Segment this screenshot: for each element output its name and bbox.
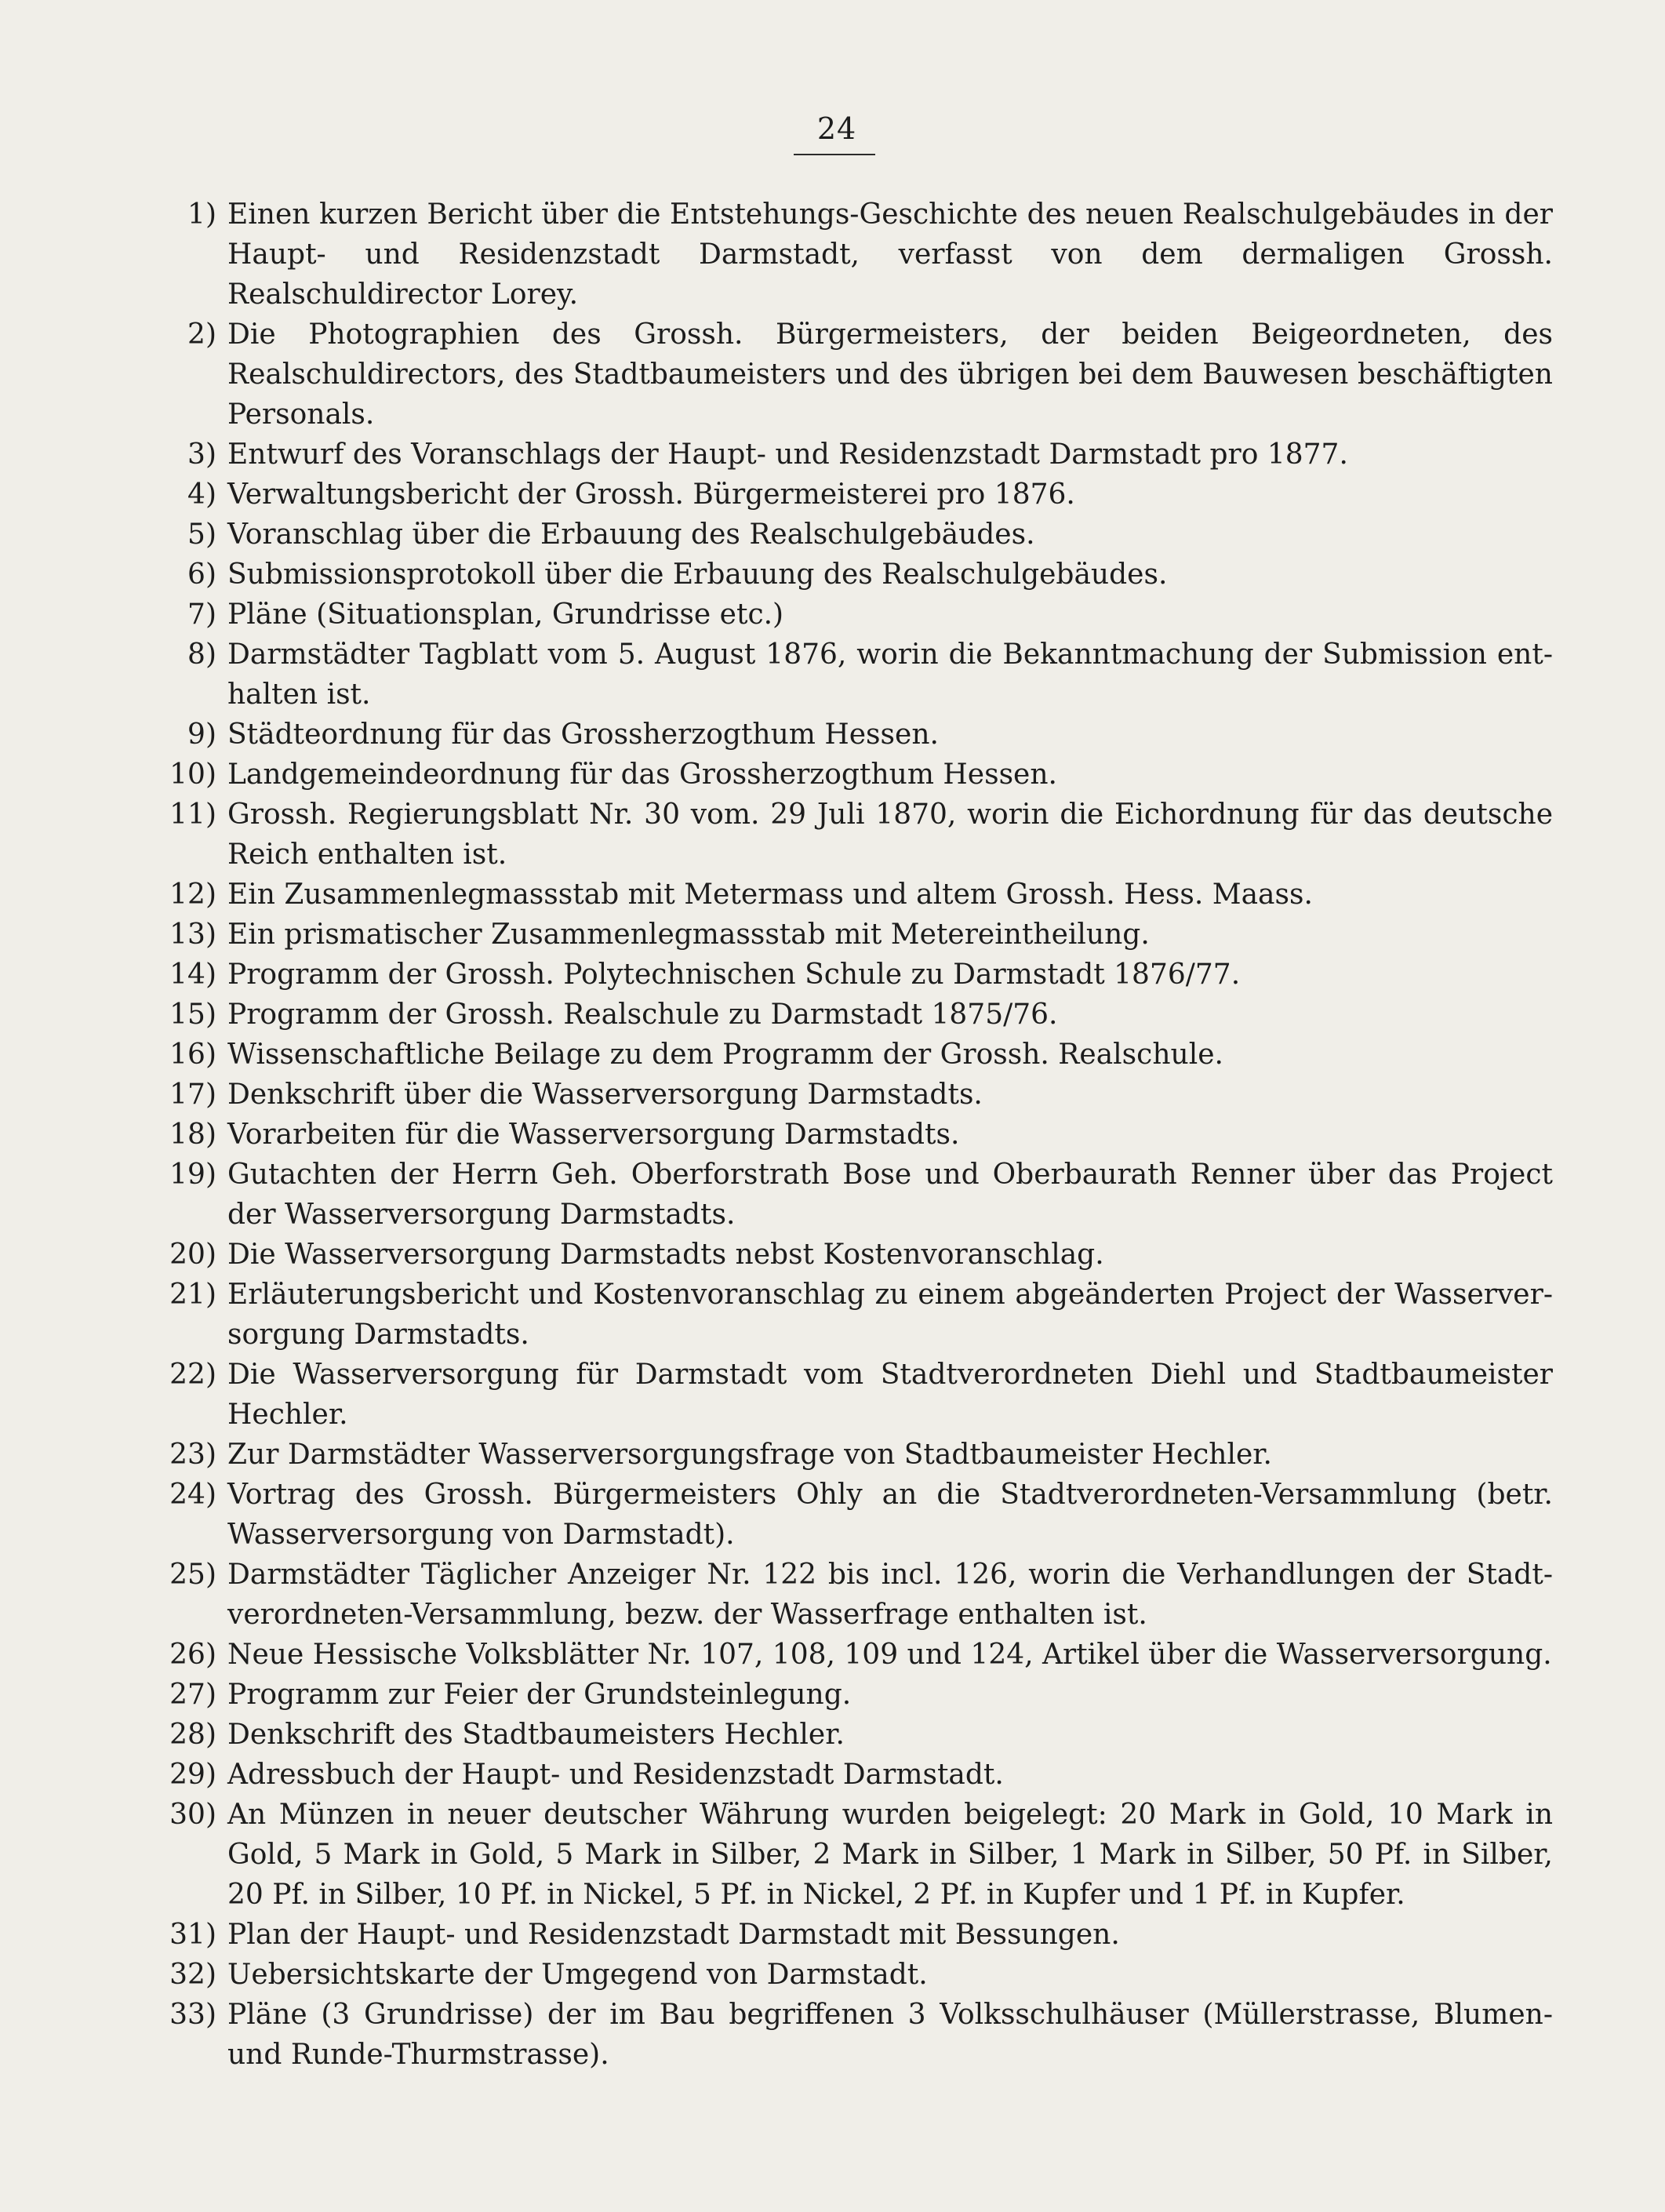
item-number: 18) (169, 1119, 216, 1151)
list-item (133, 515, 1553, 555)
item-number: 2) (187, 318, 216, 351)
list-item (133, 1995, 1553, 2075)
item-text: Programm zur Feier der Grundsteinlegung. (227, 1679, 852, 1711)
item-number: 33) (169, 1999, 216, 2031)
item-number: 14) (169, 959, 216, 991)
item-text: An Münzen in neuer deutscher Währung wurden beigelegt: 20 Mark in Gold, 10 Mark in Gold, 5 Mark in Gold, 5 Mark in Silber, 2 Mark in Silber, 1 Mark in Silber, 50 Pf. in Silber, 20 Pf. in Silber, 10 Pf. in Nickel, 5 Pf. in Nickel, 2 Pf. in Kupfer und 1 Pf. in Kupfer. (227, 1799, 1553, 1911)
item-number: 3) (187, 438, 216, 471)
item-number: 19) (169, 1159, 216, 1191)
list-item (133, 795, 1553, 875)
item-text: Die Wasserversorgung Darmstadts nebst Kostenvoranschlag. (227, 1239, 1104, 1271)
item-text: Submissionsprotokoll über die Erbauung des Realschulgebäudes. (227, 558, 1168, 591)
item-number: 23) (169, 1439, 216, 1471)
list-item (133, 1355, 1553, 1435)
list-item (133, 1235, 1553, 1275)
list-item (133, 1475, 1553, 1555)
list-item (133, 1275, 1553, 1355)
list-item (133, 1795, 1553, 1915)
item-text: Verwaltungsbericht der Grossh. Bürgermeisterei pro 1876. (227, 478, 1075, 511)
item-text: Darmstädter Tagblatt vom 5. August 1876, worin die Bekanntmachung der Submission enthalten ist. (227, 638, 1553, 711)
item-text: Adressbuch der Haupt- und Residenzstadt Darmstadt. (227, 1759, 1004, 1791)
item-text: Vortrag des Grossh. Bürgermeisters Ohly an die Stadtverordneten-Versammlung (betr. Wasserversorgung von Darmstadt). (227, 1479, 1553, 1551)
list-item (133, 315, 1553, 435)
item-number: 21) (169, 1279, 216, 1311)
list-item (133, 475, 1553, 515)
item-text: Entwurf des Voranschlags der Haupt- und Residenzstadt Darmstadt pro 1877. (227, 438, 1348, 471)
item-text: Denkschrift des Stadtbaumeisters Hechler. (227, 1719, 845, 1751)
list-item (133, 1715, 1553, 1755)
item-number: 25) (169, 1559, 216, 1591)
list-item (133, 1035, 1553, 1075)
item-number: 29) (169, 1759, 216, 1791)
page-number-rule (794, 154, 875, 155)
list-item (133, 435, 1553, 475)
item-text: Grossh. Regierungsblatt Nr. 30 vom. 29 Juli 1870, worin die Eichordnung für das deutsche Reich enthalten ist. (227, 799, 1553, 871)
item-number: 24) (169, 1479, 216, 1511)
item-text: Die Wasserversorgung für Darmstadt vom Stadtverordneten Diehl und Stadtbaumeister Hechler. (227, 1359, 1553, 1431)
item-number: 4) (187, 478, 216, 511)
item-text: Programm der Grossh. Polytechnischen Schule zu Darmstadt 1876/77. (227, 959, 1241, 991)
item-text: Gutachten der Herrn Geh. Oberforstrath Bose und Oberbaurath Renner über das Project der Wasserversorgung Darmstadts. (227, 1159, 1553, 1231)
list-item (133, 1915, 1553, 1955)
item-text: Landgemeindeordnung für das Grossherzogthum Hessen. (227, 759, 1057, 791)
list-item (133, 1635, 1553, 1675)
item-text: Städteordnung für das Grossherzogthum Hessen. (227, 719, 939, 751)
list-item (133, 1555, 1553, 1635)
item-text: Zur Darmstädter Wasserversorgungsfrage von Stadtbaumeister Hechler. (227, 1439, 1272, 1471)
list-item (133, 915, 1553, 955)
item-text: Denkschrift über die Wasserversorgung Darmstadts. (227, 1079, 983, 1111)
list-item (133, 195, 1553, 315)
list-item (133, 595, 1553, 635)
item-number: 5) (187, 518, 216, 551)
item-text: Einen kurzen Bericht über die Entstehungs-Geschichte des neuen Realschulgebäudes in der Haupt- und Residenzstadt Darmstadt, verfasst von dem dermaligen Grossh. Realschuldirector Lorey. (227, 198, 1553, 311)
item-text: Uebersichtskarte der Umgegend von Darmstadt. (227, 1959, 928, 1991)
list-item (133, 1115, 1553, 1155)
item-text: Pläne (3 Grundrisse) der im Bau begriffenen 3 Volksschulhäuser (Müllerstrasse, Blumen- und Runde-Thurmstrasse). (227, 1999, 1553, 2071)
item-number: 22) (169, 1359, 216, 1391)
item-text: Darmstädter Täglicher Anzeiger Nr. 122 bis incl. 126, worin die Verhandlungen der Stadtverordneten-Versammlung, bezw. der Wasserfrage enthalten ist. (227, 1559, 1553, 1631)
item-number: 10) (169, 759, 216, 791)
item-text: Ein prismatischer Zusammenlegmassstab mit Metereintheilung. (227, 919, 1150, 951)
list-item (133, 1155, 1553, 1235)
list-item (133, 1075, 1553, 1115)
item-text: Erläuterungsbericht und Kostenvoranschlag zu einem abgeänderten Project der Wasserversorgung Darmstadts. (227, 1279, 1553, 1351)
enclosure-list (133, 195, 1553, 2075)
item-text: Programm der Grossh. Realschule zu Darmstadt 1875/76. (227, 999, 1058, 1031)
item-number: 8) (187, 638, 216, 671)
item-text: Neue Hessische Volksblätter Nr. 107, 108, 109 und 124, Artikel über die Wasserversorgung. (227, 1639, 1552, 1671)
item-text: Vorarbeiten für die Wasserversorgung Darmstadts. (227, 1119, 960, 1151)
item-number: 32) (169, 1959, 216, 1991)
list-item (133, 1755, 1553, 1795)
item-text: Wissenschaftliche Beilage zu dem Programm der Grossh. Realschule. (227, 1039, 1223, 1071)
list-item (133, 715, 1553, 755)
item-text: Die Photographien des Grossh. Bürgermeisters, der beiden Beigeordneten, des Realschuldirectors, des Stadtbaumeisters und des übrigen bei dem Bauwesen beschäftigten Personals. (227, 318, 1553, 431)
item-number: 28) (169, 1719, 216, 1751)
item-number: 6) (187, 558, 216, 591)
item-number: 13) (169, 919, 216, 951)
item-text: Ein Zusammenlegmassstab mit Metermass und altem Grossh. Hess. Maass. (227, 879, 1313, 911)
list-item (133, 875, 1553, 915)
item-number: 27) (169, 1679, 216, 1711)
list-item (133, 1955, 1553, 1995)
item-number: 15) (169, 999, 216, 1031)
item-text: Voranschlag über die Erbauung des Realschulgebäudes. (227, 518, 1035, 551)
item-number: 7) (187, 598, 216, 631)
list-item (133, 1675, 1553, 1715)
item-number: 1) (187, 198, 216, 231)
item-number: 9) (187, 719, 216, 751)
item-number: 31) (169, 1919, 216, 1951)
list-item (133, 1435, 1553, 1475)
list-item (133, 755, 1553, 795)
list-item (133, 955, 1553, 995)
item-number: 30) (169, 1799, 216, 1831)
item-text: Plan der Haupt- und Residenzstadt Darmstadt mit Bessungen. (227, 1919, 1120, 1951)
item-number: 17) (169, 1079, 216, 1111)
item-number: 12) (169, 879, 216, 911)
list-item (133, 555, 1553, 595)
item-text: Pläne (Situationsplan, Grundrisse etc.) (227, 598, 784, 631)
item-number: 11) (169, 799, 216, 831)
list-item (133, 995, 1553, 1035)
item-number: 16) (169, 1039, 216, 1071)
item-number: 20) (169, 1239, 216, 1271)
page-number: 24 (816, 111, 857, 146)
item-number: 26) (169, 1639, 216, 1671)
list-item (133, 635, 1553, 715)
